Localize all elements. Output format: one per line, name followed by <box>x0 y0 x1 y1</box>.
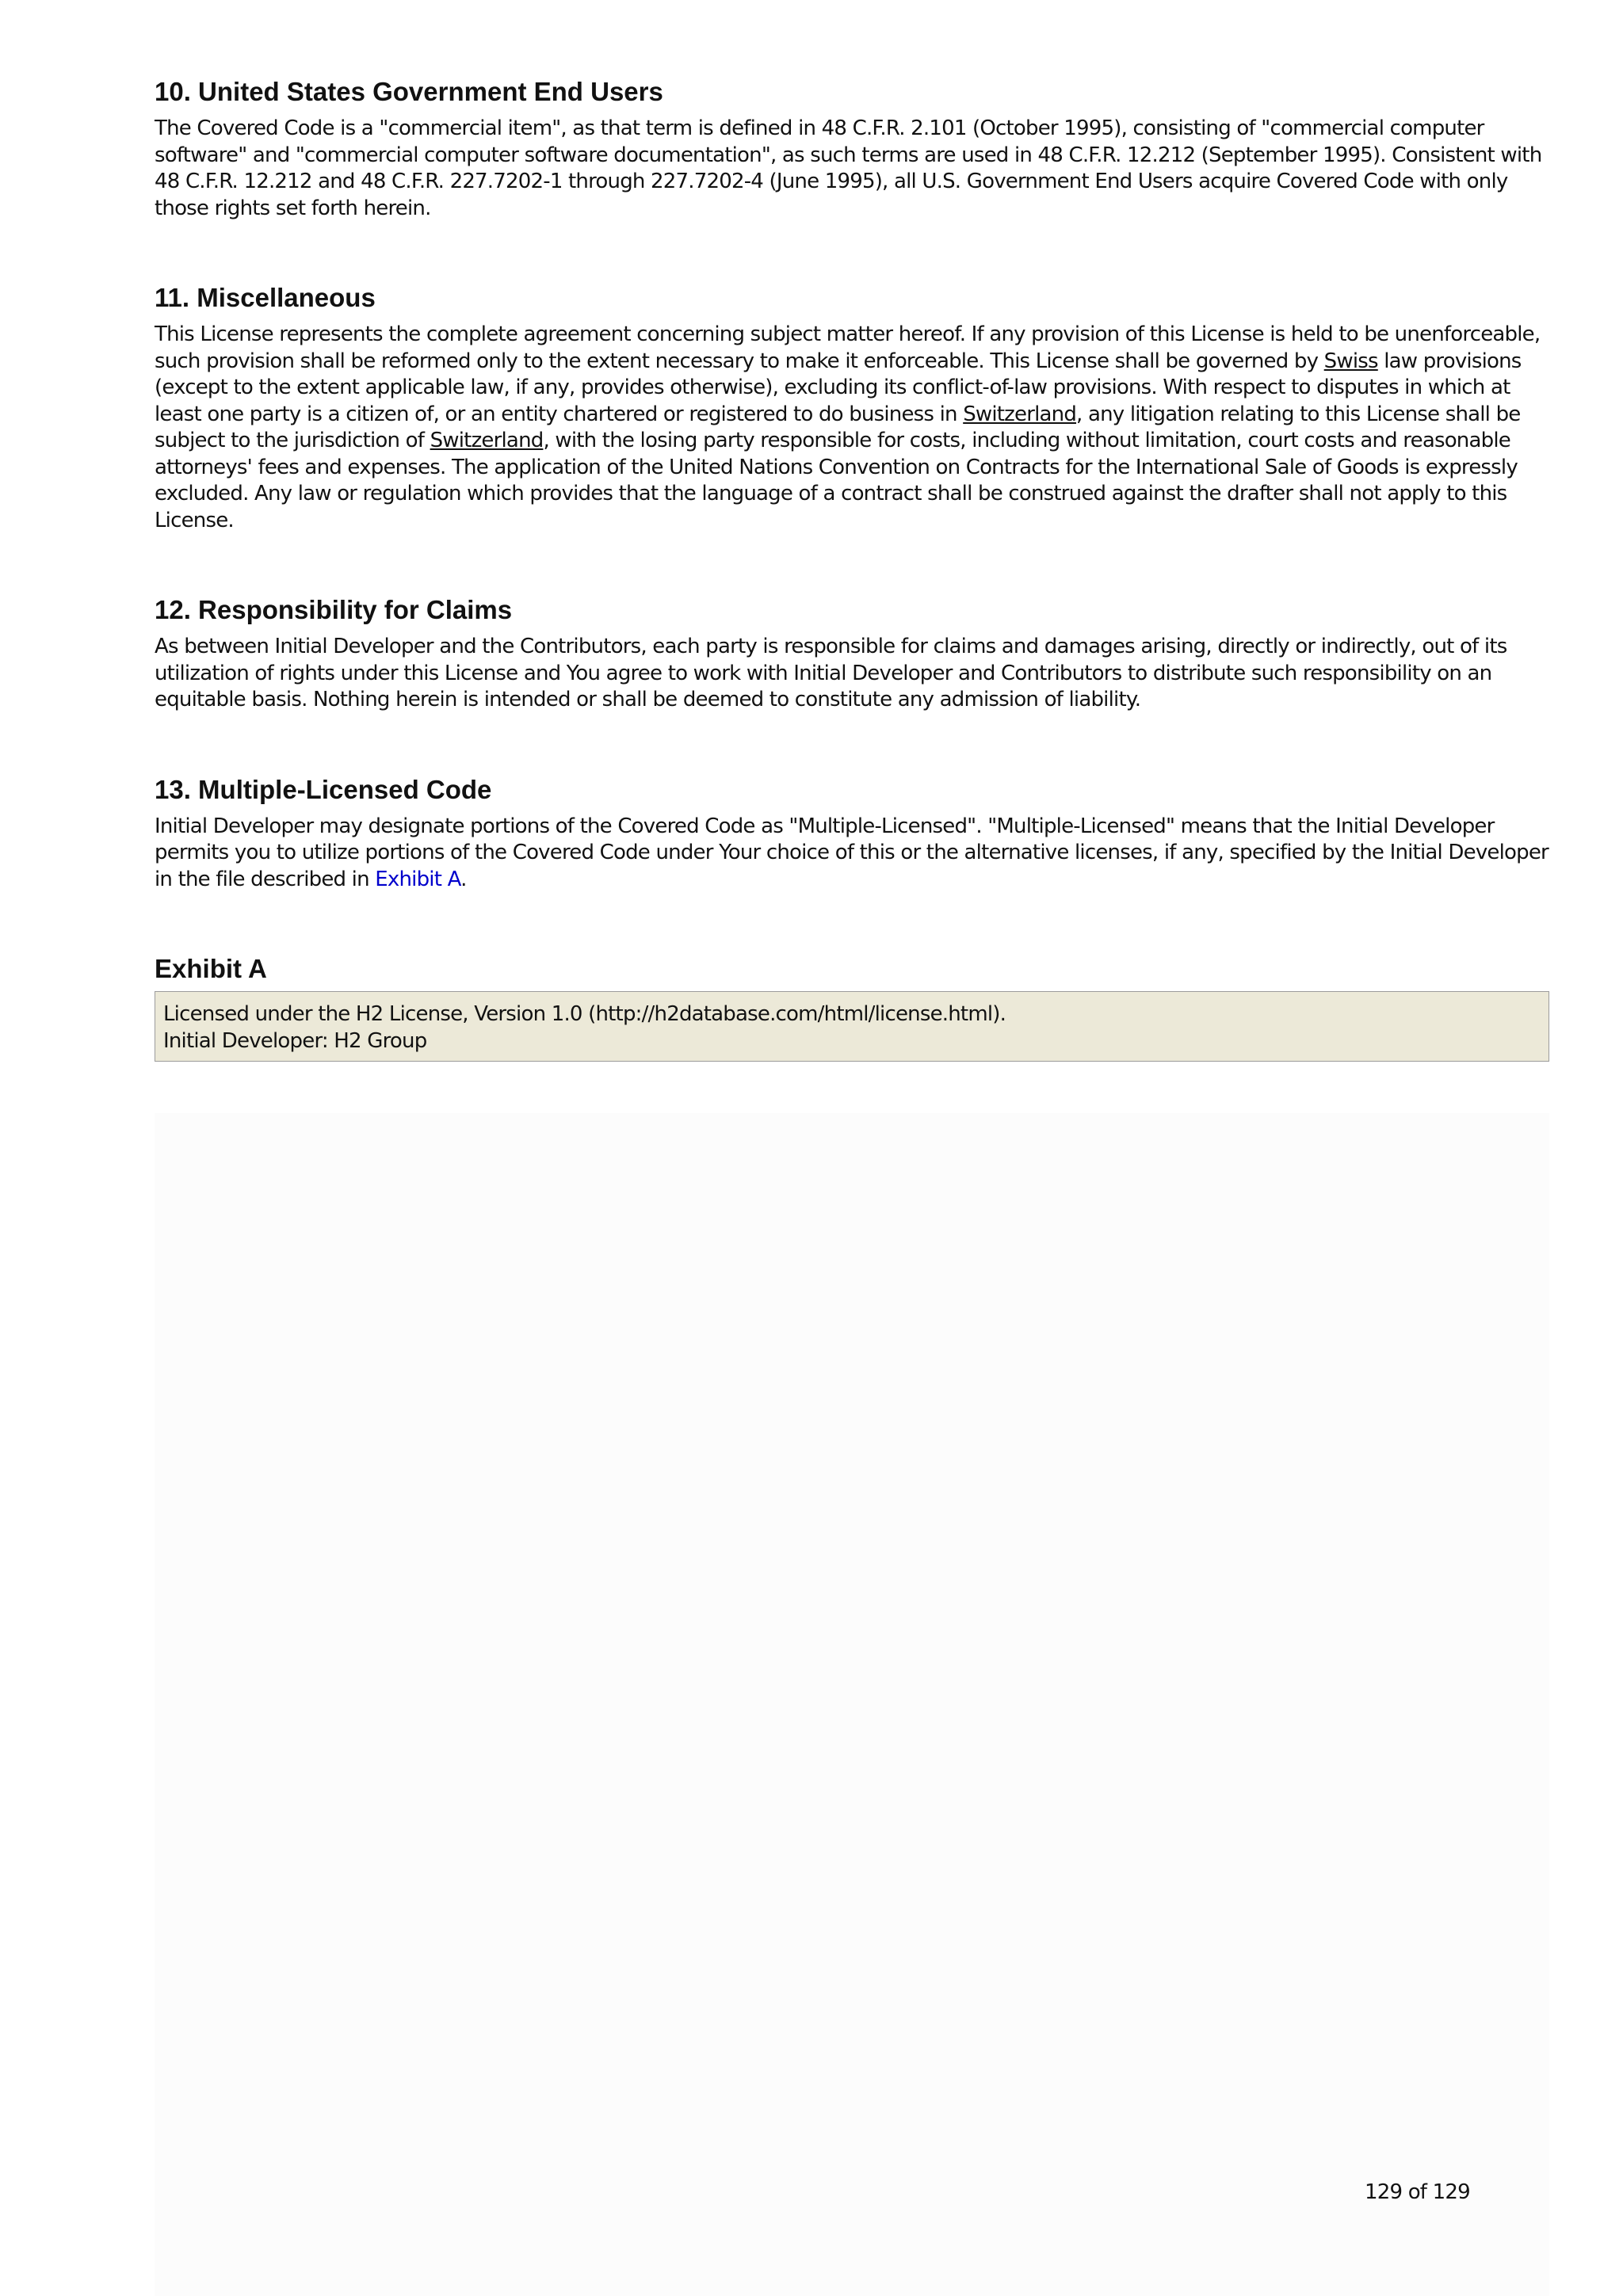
exhibit-a-box <box>155 991 1549 1062</box>
document-content <box>155 76 1549 1062</box>
section-10-body: The Covered Code is a "commercial item", as that term is defined in 48 C.F.R. 2.101 (October 1995), consisting of "commercial computer software" and "commercial computer software documentation", as such terms are used in 48 C.F.R. 12.212 (September 1995). Consistent with 48 C.F.R. 12.212 and 48 C.F.R. 227.7202-1 through 227.7202-4 (June 1995), all U.S. Government End Users acquire Covered Code with only those rights set forth herein. <box>155 116 1542 220</box>
section-12-heading: 12. Responsibility for Claims <box>155 595 513 624</box>
section-11-text-3: , any litigation relating to this License shall be subject to the jurisdiction of <box>155 402 1521 452</box>
section-12 <box>155 594 1549 714</box>
section-13-text-2: . <box>460 867 467 891</box>
exhibit-a-line-1: Licensed under the H2 License, Version 1.0 (http://h2database.com/html/license.html). <box>163 1002 1006 1026</box>
exhibit-a-line-2: Initial Developer: H2 Group <box>163 1028 427 1053</box>
section-13 <box>155 774 1549 894</box>
exhibit-a-section <box>155 953 1549 1062</box>
section-11-body <box>155 322 1549 534</box>
section-13-heading: 13. Multiple-Licensed Code <box>155 774 492 804</box>
section-13-text-1: Initial Developer may designate portions of the Covered Code as "Multiple-Licensed". "Multiple-Licensed" means that the Initial Developer permits you to utilize portions of the Covered Code under Your choice of this or the alternative licenses, if any, specified by the Initial Developer in the file described in <box>155 814 1549 891</box>
section-11-text-4: , with the losing party responsible for costs, including without limitation, court costs and reasonable attorneys' fees and expenses. The application of the United Nations Convention on Contracts for the International Sale of Goods is expressly excluded. Any law or regulation which provides that the language of a contract shall be construed against the drafter shall not apply to this License. <box>155 429 1518 532</box>
exhibit-a-link[interactable]: Exhibit A <box>375 867 461 891</box>
exhibit-a-heading: Exhibit A <box>155 954 267 983</box>
section-10 <box>155 76 1549 222</box>
swiss-term: Swiss <box>1323 349 1378 373</box>
page-background <box>155 1113 1549 2296</box>
section-11-heading: 11. Miscellaneous <box>155 283 376 312</box>
section-11-text-1: This License represents the complete agreement concerning subject matter hereof. If any provision of this License is held to be unenforceable, such provision shall be reformed only to the extent necessary to make it enforceable. This License shall be governed by <box>155 322 1541 373</box>
switzerland-term-1: Switzerland <box>963 402 1077 426</box>
page-number: 129 of 129 <box>1365 2180 1470 2204</box>
switzerland-term-2: Switzerland <box>430 429 544 452</box>
section-13-body <box>155 814 1549 894</box>
section-11 <box>155 282 1549 534</box>
section-12-body: As between Initial Developer and the Contributors, each party is responsible for claims and damages arising, directly or indirectly, out of its utilization of rights under this License and You agree to work with Initial Developer and Contributors to distribute such responsibility on an equitable basis. Nothing herein is intended or shall be deemed to constitute any admission of liability. <box>155 635 1507 711</box>
section-11-text-2: law provisions (except to the extent applicable law, if any, provides otherwise), excluding its conflict-of-law provisions. With respect to disputes in which at least one party is a citizen of, or an entity chartered or registered to do business in <box>155 349 1522 426</box>
section-10-heading: 10. United States Government End Users <box>155 77 663 106</box>
